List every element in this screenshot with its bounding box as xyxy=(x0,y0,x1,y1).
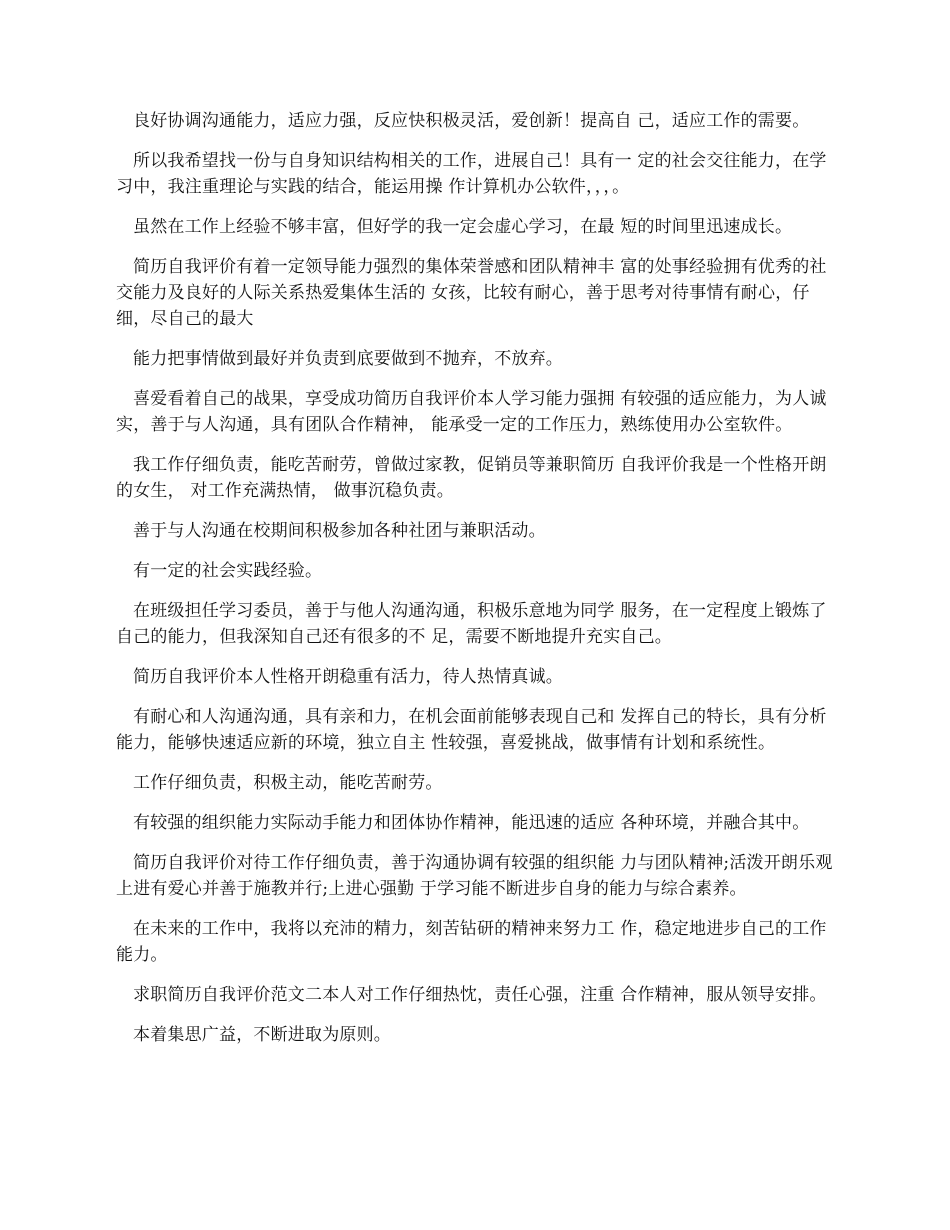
paragraph-9: 有一定的社会实践经验。 xyxy=(133,561,323,581)
paragraph-7: 我工作仔细负责，能吃苦耐劳，曾做过家教，促销员等兼职简历 自我评价我是一个性格开朗的女生， 对工作充满热情， 做事沉稳负责。 xyxy=(116,455,827,501)
paragraph-14: 有较强的组织能力实际动手能力和团体协作精神，能迅速的适应 各种环境，并融合其中。 xyxy=(133,813,810,833)
document-body xyxy=(116,108,834,1048)
paragraph-13: 工作仔细负责，积极主动，能吃苦耐劳。 xyxy=(133,773,443,793)
paragraph-1: 良好协调沟通能力，适应力强，反应快积极灵活，爱创新！提高自 己，适应工作的需要。 xyxy=(133,111,810,131)
paragraph-15: 简历自我评价对待工作仔细负责，善于沟通协调有较强的组织能 力与团队精神;活泼开朗乐观上进有爱心并善于施教并行;上进心强勤 于学习能不断进步自身的能力与综合素养。 xyxy=(116,853,833,899)
paragraph-17: 求职简历自我评价范文二本人对工作仔细热忱，责任心强，注重 合作精神，服从领导安排。 xyxy=(133,985,827,1005)
paragraph-3: 虽然在工作上经验不够丰富，但好学的我一定会虚心学习，在最 短的时间里迅速成长。 xyxy=(133,217,793,237)
paragraph-8: 善于与人沟通在校期间积极参加各种社团与兼职活动。 xyxy=(133,521,546,541)
paragraph-16: 在未来的工作中，我将以充沛的精力，刻苦钻研的精神来努力工 作，稳定地进步自己的工作能力。 xyxy=(116,919,827,965)
paragraph-6: 喜爱看着自己的战果，享受成功简历自我评价本人学习能力强拥 有较强的适应能力，为人诚实，善于与人沟通，具有团队合作精神， 能承受一定的工作压力，熟练使用办公室软件。 xyxy=(116,389,827,435)
paragraph-18: 本着集思广益，不断进取为原则。 xyxy=(133,1025,391,1045)
paragraph-4: 简历自我评价有着一定领导能力强烈的集体荣誉感和团队精神丰 富的处事经验拥有优秀的社交能力及良好的人际关系热爱集体生活的 女孩，比较有耐心，善于思考对待事情有耐心，仔细，尽自己的最大 xyxy=(116,257,827,329)
paragraph-11: 简历自我评价本人性格开朗稳重有活力，待人热情真诚。 xyxy=(133,667,563,687)
paragraph-5: 能力把事情做到最好并负责到底要做到不抛弃，不放弃。 xyxy=(133,349,563,369)
paragraph-12: 有耐心和人沟通沟通，具有亲和力，在机会面前能够表现自己和 发挥自己的特长，具有分析能力，能够快速适应新的环境，独立自主 性较强，喜爱挑战，做事情有计划和系统性。 xyxy=(116,707,827,753)
paragraph-10: 在班级担任学习委员，善于与他人沟通沟通，积极乐意地为同学 服务，在一定程度上锻炼了自己的能力，但我深知自己还有很多的不 足，需要不断地提升充实自己。 xyxy=(116,601,827,647)
paragraph-2: 所以我希望找一份与自身知识结构相关的工作，进展自己！具有一 定的社会交往能力，在学习中，我注重理论与实践的结合，能运用操 作计算机办公软件，，，。 xyxy=(116,151,827,197)
